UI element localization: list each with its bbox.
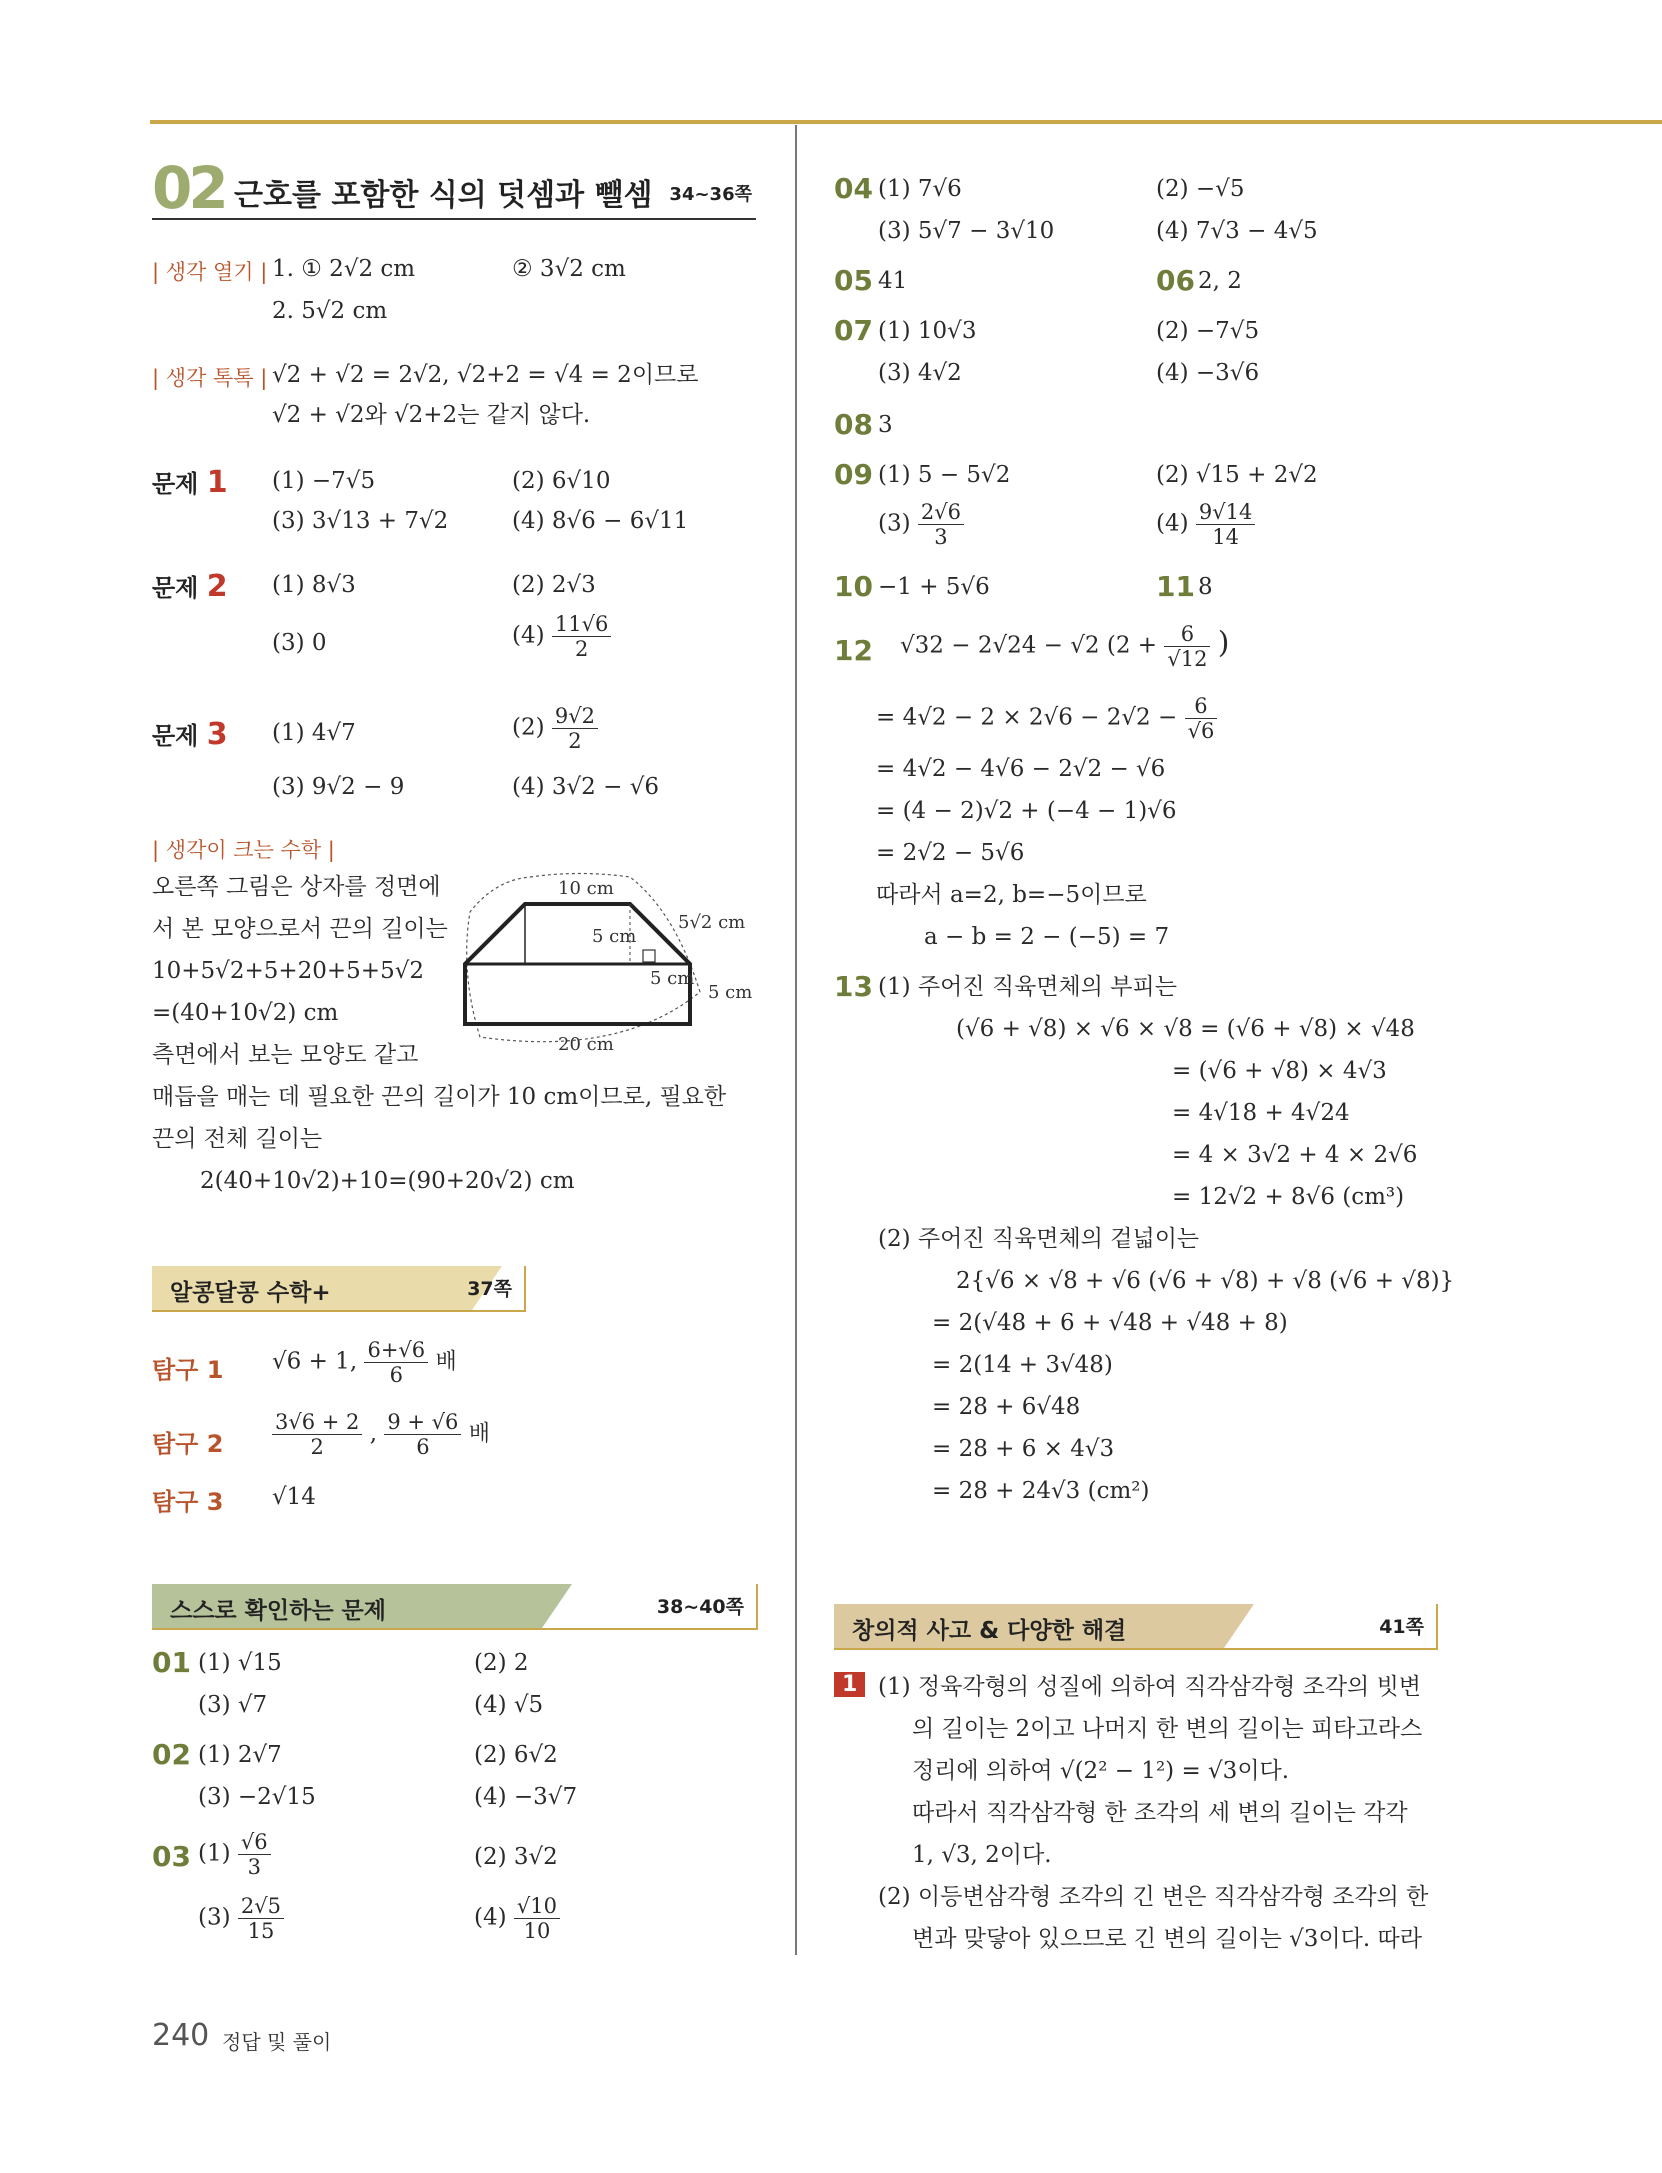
q09-a4-fraction <box>1196 500 1255 549</box>
q05-answer: 41 <box>878 268 908 294</box>
q04-a2: (2) −√5 <box>1156 176 1245 202</box>
fraction-denominator: 2 <box>568 729 582 753</box>
q12-line-1-text: √32 − 2√24 − √2 (2 + <box>900 632 1158 659</box>
thinking-open-a1: 1. ① 2√2 cm <box>272 256 416 282</box>
box-front-view-figure <box>460 872 760 1062</box>
fraction-denominator: 2 <box>574 637 589 661</box>
q12-line-1-close: ) <box>1217 625 1230 661</box>
growing-line-4: =(40+10√2) cm <box>152 1000 339 1026</box>
fraction-numerator: 2√6 <box>918 500 964 525</box>
q05-number: 05 <box>834 264 873 297</box>
section-header <box>152 154 756 222</box>
section-title: 근호를 포함한 식의 덧셈과 뺄셈 <box>234 178 653 213</box>
tamgu-2-answer <box>272 1410 490 1459</box>
top-rule <box>150 120 1662 124</box>
problem-2-a4-prefix: (4) <box>512 622 545 649</box>
tamgu-1-fraction <box>364 1338 428 1387</box>
q13-area-6: = 28 + 24√3 (cm²) <box>932 1478 1150 1504</box>
problem-3-a1: (1) 4√7 <box>272 720 356 746</box>
q03-a4-fraction <box>514 1894 560 1943</box>
problem-2-a4-fraction <box>552 612 611 661</box>
q07-a1: (1) 10√3 <box>878 318 977 344</box>
q13-vol-1: (√6 + √8) × √6 × √8 = (√6 + √8) × √48 <box>956 1016 1415 1042</box>
problem-1-a1: (1) −7√5 <box>272 468 376 494</box>
creative-number-badge <box>834 1672 865 1697</box>
problem-3-a2-fraction <box>552 704 598 753</box>
creative-line-4: 따라서 직각삼각형 한 조각의 세 변의 길이는 각각 <box>912 1800 1408 1826</box>
creative-line-3: 정리에 의하여 √(2² − 1²) = √3이다. <box>912 1758 1290 1784</box>
q01-number: 01 <box>152 1646 191 1679</box>
q03-a1-prefix: (1) <box>198 1840 231 1867</box>
q02-a1: (1) 2√7 <box>198 1742 282 1768</box>
algong-pages: 37쪽 <box>467 1278 512 1300</box>
q03-a3-prefix: (3) <box>198 1904 231 1931</box>
q02-a4: (4) −3√7 <box>474 1784 578 1810</box>
q02-a2: (2) 6√2 <box>474 1742 558 1768</box>
q01-a1: (1) √15 <box>198 1650 282 1676</box>
problem-3-label <box>152 716 228 752</box>
q09-a3 <box>878 500 964 549</box>
fraction-numerator: 6+√6 <box>364 1338 428 1363</box>
growing-line-1: 오른쪽 그림은 상자를 정면에 <box>152 874 441 900</box>
fig-label-h1: 5 cm <box>592 926 637 947</box>
q03-a4-prefix: (4) <box>474 1904 507 1931</box>
fraction-numerator: 6 <box>1164 622 1210 647</box>
q13-area-5: = 28 + 6 × 4√3 <box>932 1436 1115 1462</box>
growing-label: | 생각이 크는 수학 | <box>152 838 335 862</box>
q10-number: 10 <box>834 570 873 603</box>
self-check-title: 스스로 확인하는 문제 <box>170 1598 386 1624</box>
q08-number: 08 <box>834 408 873 441</box>
q12-line-2-text: = 4√2 − 2 × 2√6 − 2√2 − <box>876 704 1178 731</box>
q12-line-1-fraction <box>1164 622 1210 671</box>
problem-3-a2 <box>512 704 598 753</box>
fig-label-bottom: 20 cm <box>558 1034 614 1055</box>
thinking-open-a2: ② 3√2 cm <box>512 256 626 282</box>
self-check-pages: 38~40쪽 <box>656 1596 744 1618</box>
q08-answer: 3 <box>878 412 893 438</box>
fraction-numerator: 3√6 + 2 <box>272 1410 362 1435</box>
fraction-denominator: 10 <box>523 1919 551 1943</box>
thinking-tok-label: | 생각 톡톡 | <box>152 366 268 390</box>
q12-line-2 <box>876 694 1217 743</box>
problem-2-number: 2 <box>206 569 228 604</box>
q13-vol-2: = (√6 + √8) × 4√3 <box>1172 1058 1387 1084</box>
q12-line-7: a − b = 2 − (−5) = 7 <box>924 924 1170 950</box>
q13-vol-4: = 4 × 3√2 + 4 × 2√6 <box>1172 1142 1418 1168</box>
tamgu-1-unit: 배 <box>435 1349 457 1375</box>
column-divider <box>795 125 797 1955</box>
self-check-header-bar <box>152 1584 758 1630</box>
problem-1-label <box>152 464 228 500</box>
tamgu-2-fraction-1 <box>272 1410 362 1459</box>
creative-line-6: (2) 이등변삼각형 조각의 긴 변은 직각삼각형 조각의 한 <box>878 1884 1429 1910</box>
problem-3-a2-prefix: (2) <box>512 714 545 741</box>
q07-number: 07 <box>834 314 873 347</box>
growing-line-2: 서 본 모양으로서 끈의 길이는 <box>152 916 448 942</box>
q02-a3: (3) −2√15 <box>198 1784 316 1810</box>
q13-vol-5: = 12√2 + 8√6 (cm³) <box>1172 1184 1405 1210</box>
q10-answer: −1 + 5√6 <box>878 574 990 600</box>
tamgu-1-label: 탐구 1 <box>152 1356 224 1384</box>
q13-area-4: = 28 + 6√48 <box>932 1394 1081 1420</box>
q12-line-2-fraction <box>1185 694 1218 743</box>
problem-3-number: 3 <box>206 717 228 752</box>
q09-a2: (2) √15 + 2√2 <box>1156 462 1318 488</box>
q13-p2: (2) 주어진 직육면체의 겉넓이는 <box>878 1226 1200 1252</box>
q13-vol-3: = 4√18 + 4√24 <box>1172 1100 1350 1126</box>
thinking-open-label: | 생각 열기 | <box>152 260 268 284</box>
problem-3-a3: (3) 9√2 − 9 <box>272 774 405 800</box>
problem-2-word: 문제 <box>152 574 199 602</box>
q03-number: 03 <box>152 1840 191 1873</box>
tamgu-1-answer <box>272 1338 457 1387</box>
creative-title: 창의적 사고 & 다양한 해결 <box>852 1618 1127 1644</box>
tamgu-3-label: 탐구 3 <box>152 1488 224 1516</box>
q03-a1 <box>198 1830 271 1879</box>
q12-line-5: = 2√2 − 5√6 <box>876 840 1025 866</box>
q04-a1: (1) 7√6 <box>878 176 962 202</box>
tamgu-2-comma: , <box>369 1420 378 1447</box>
fraction-numerator: 9√2 <box>552 704 598 729</box>
q01-a3: (3) √7 <box>198 1692 268 1718</box>
creative-line-2: 의 길이는 2이고 나머지 한 변의 길이는 피타고라스 <box>912 1716 1423 1742</box>
q13-area-1: 2{√6 × √8 + √6 (√6 + √8) + √8 (√6 + √8)} <box>956 1268 1455 1294</box>
fig-label-h2: 5 cm <box>650 968 695 989</box>
problem-2-label <box>152 568 228 604</box>
q07-a4: (4) −3√6 <box>1156 360 1260 386</box>
q03-a3 <box>198 1894 284 1943</box>
q04-a4: (4) 7√3 − 4√5 <box>1156 218 1318 244</box>
fraction-numerator: √10 <box>514 1894 560 1919</box>
problem-1-word: 문제 <box>152 470 199 498</box>
q06-number: 06 <box>1156 264 1195 297</box>
fraction-numerator: 11√6 <box>552 612 611 637</box>
q03-a4 <box>474 1894 560 1943</box>
problem-2-a1: (1) 8√3 <box>272 572 356 598</box>
tamgu-2-fraction-2 <box>384 1410 461 1459</box>
problem-2-a2: (2) 2√3 <box>512 572 596 598</box>
growing-line-6: 매듭을 매는 데 필요한 끈의 길이가 10 cm이므로, 필요한 <box>152 1084 727 1110</box>
fraction-numerator: 9√14 <box>1196 500 1255 525</box>
q01-a4: (4) √5 <box>474 1692 544 1718</box>
q01-a2: (2) 2 <box>474 1650 529 1676</box>
creative-line-5: 1, √3, 2이다. <box>912 1842 1052 1868</box>
q11-answer: 8 <box>1198 574 1213 600</box>
q09-number: 09 <box>834 458 873 491</box>
section-badge: 02 <box>152 154 225 222</box>
thinking-open-a3: 2. 5√2 cm <box>272 298 388 324</box>
growing-line-5: 측면에서 보는 모양도 같고 <box>152 1042 419 1068</box>
thinking-tok-l2: √2 + √2와 √2+2는 같지 않다. <box>272 402 591 428</box>
creative-pages: 41쪽 <box>1379 1616 1424 1638</box>
growing-line-3: 10+5√2+5+20+5+5√2 <box>152 958 425 984</box>
problem-3-word: 문제 <box>152 722 199 750</box>
q09-a3-prefix: (3) <box>878 510 911 537</box>
q09-a4-prefix: (4) <box>1156 510 1189 537</box>
q03-a2: (2) 3√2 <box>474 1844 558 1870</box>
fraction-denominator: 3 <box>934 525 948 549</box>
q02-number: 02 <box>152 1738 191 1771</box>
problem-1-number: 1 <box>206 465 228 500</box>
creative-header-bar <box>834 1604 1438 1650</box>
fraction-denominator: 6 <box>389 1363 403 1387</box>
tamgu-2-label: 탐구 2 <box>152 1430 224 1458</box>
fraction-denominator: √6 <box>1187 719 1215 743</box>
q03-a3-fraction <box>238 1894 284 1943</box>
tamgu-1-a: √6 + 1, <box>272 1348 358 1375</box>
problem-2-a4 <box>512 612 611 661</box>
q13-area-2: = 2(√48 + 6 + √48 + √48 + 8) <box>932 1310 1288 1336</box>
footer-page-number: 240 <box>152 2018 210 2053</box>
fraction-denominator: 2 <box>310 1435 324 1459</box>
fraction-denominator: 14 <box>1212 525 1239 549</box>
q03-a1-fraction <box>238 1830 271 1879</box>
algong-header-bar <box>152 1266 526 1312</box>
q09-a4 <box>1156 500 1255 549</box>
fig-label-top: 10 cm <box>558 878 614 899</box>
algong-title: 알콩달콩 수학+ <box>170 1280 331 1306</box>
fraction-numerator: 2√5 <box>238 1894 284 1919</box>
creative-line-1: (1) 정육각형의 성질에 의하여 직각삼각형 조각의 빗변 <box>878 1674 1422 1700</box>
q06-answer: 2, 2 <box>1198 268 1242 294</box>
q04-number: 04 <box>834 172 873 205</box>
fig-label-h3: 5 cm <box>708 982 753 1003</box>
tamgu-3-answer: √14 <box>272 1484 316 1510</box>
q12-line-4: = (4 − 2)√2 + (−4 − 1)√6 <box>876 798 1177 824</box>
growing-line-8: 2(40+10√2)+10=(90+20√2) cm <box>200 1168 575 1194</box>
fraction-denominator: 6 <box>416 1435 430 1459</box>
q07-a3: (3) 4√2 <box>878 360 962 386</box>
q12-line-1 <box>900 622 1230 671</box>
fraction-denominator: √12 <box>1167 647 1208 671</box>
q09-a3-fraction <box>918 500 964 549</box>
q04-a3: (3) 5√7 − 3√10 <box>878 218 1055 244</box>
q13-number: 13 <box>834 970 873 1003</box>
creative-line-7: 변과 맞닿아 있으므로 긴 변의 길이는 √3이다. 따라 <box>912 1926 1422 1952</box>
fraction-denominator: 3 <box>247 1855 261 1879</box>
problem-1-a4: (4) 8√6 − 6√11 <box>512 508 689 534</box>
q07-a2: (2) −7√5 <box>1156 318 1260 344</box>
fraction-numerator: 9 + √6 <box>384 1410 461 1435</box>
growing-line-7: 끈의 전체 길이는 <box>152 1126 323 1152</box>
problem-3-a4: (4) 3√2 − √6 <box>512 774 659 800</box>
problem-2-a3: (3) 0 <box>272 630 327 656</box>
q12-line-6: 따라서 a=2, b=−5이므로 <box>876 882 1147 908</box>
q12-line-3: = 4√2 − 4√6 − 2√2 − √6 <box>876 756 1166 782</box>
problem-1-a3: (3) 3√13 + 7√2 <box>272 508 449 534</box>
q09-a1: (1) 5 − 5√2 <box>878 462 1011 488</box>
fraction-numerator: 6 <box>1185 694 1218 719</box>
fig-label-side: 5√2 cm <box>678 912 746 933</box>
section-pages: 34~36쪽 <box>669 184 752 205</box>
q11-number: 11 <box>1156 570 1195 603</box>
tamgu-2-unit: 배 <box>468 1421 490 1447</box>
problem-1-a2: (2) 6√10 <box>512 468 611 494</box>
footer-label: 정답 및 풀이 <box>222 2030 332 2054</box>
creative-number: 1 <box>834 1672 865 1697</box>
q13-p1: (1) 주어진 직육면체의 부피는 <box>878 974 1177 1000</box>
thinking-tok-l1: √2 + √2 = 2√2, √2+2 = √4 = 2이므로 <box>272 362 699 388</box>
q12-number: 12 <box>834 634 873 667</box>
fraction-numerator: √6 <box>238 1830 271 1855</box>
fraction-denominator: 15 <box>247 1919 275 1943</box>
q13-area-3: = 2(14 + 3√48) <box>932 1352 1113 1378</box>
